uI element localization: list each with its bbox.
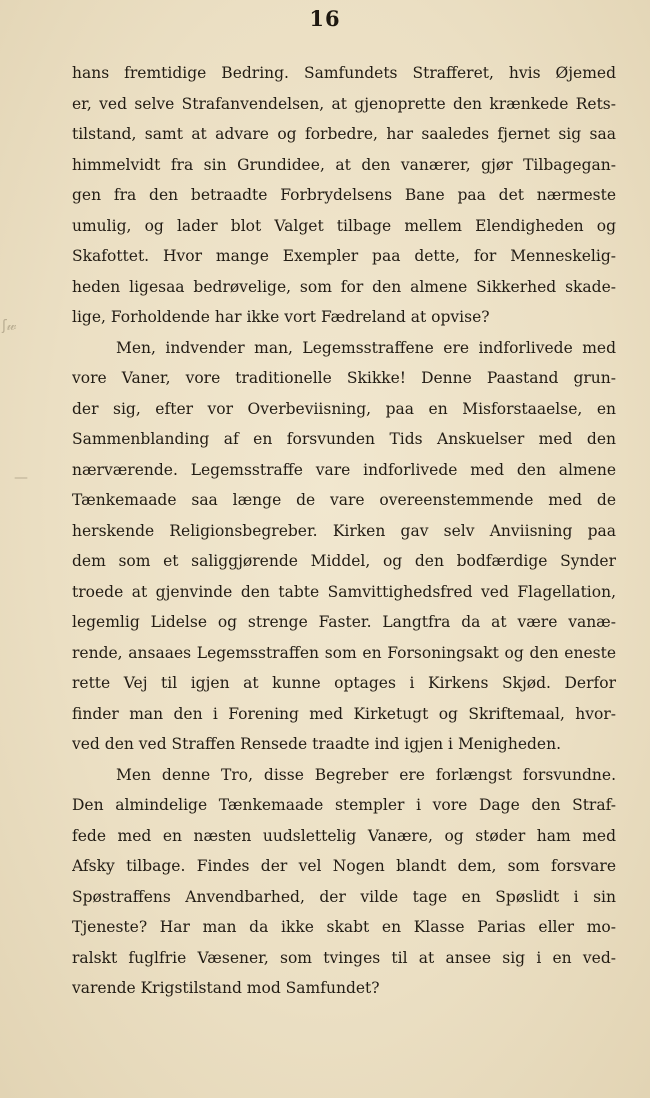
text-line: der sig, efter vor Overbeviisning, paa en Misforstaaelse, en	[72, 399, 616, 418]
text-line: ved den ved Straffen Rensede traadte ind igjen i Menigheden.	[72, 735, 562, 753]
text-line: legemlig Lidelse og strenge Faster. Langtfra da at være vanæ-	[72, 613, 616, 631]
text-line: dem som et saliggjørende Middel, og den bodfærdige Synder	[72, 552, 616, 570]
text-line: rette Vej til igjen at kunne optages i Kirkens Skjød. Derfor	[72, 674, 616, 692]
text-line: vore Vaner, vore traditionelle Skikke! Denne Paastand grun-	[72, 369, 616, 387]
text-line: lige, Forholdende har ikke vort Fædreland at opvise?	[72, 308, 490, 326]
text-line: varende Krigstilstand mod Samfundet?	[72, 979, 380, 997]
text-line: troede at gjenvinde den tabte Samvittighedsfred ved Flagellation,	[72, 582, 616, 601]
text-line: gen fra den betraadte Forbrydelsens Bane paa det nærmeste	[72, 186, 616, 204]
text-line: Afsky tilbage. Findes der vel Nogen blandt dem, som forsvare	[72, 857, 616, 875]
text-line: Skafottet. Hvor mange Exempler paa dette, for Menneskelig-	[72, 247, 616, 265]
paragraph	[72, 760, 616, 1004]
text-line: ralskt fuglfrie Væsener, som tvinges til at ansee sig i en ved-	[72, 948, 616, 967]
text-line: hans fremtidige Bedring. Samfundets Strafferet, hvis Øjemed	[72, 64, 616, 82]
text-line: er, ved selve Strafanvendelsen, at gjenoprette den krænkede Rets-	[72, 94, 616, 113]
text-line: Den almindelige Tænkemaade stempler i vore Dage den Straf-	[72, 796, 616, 814]
paragraph	[72, 333, 616, 760]
page-number: 16	[309, 6, 341, 31]
body-text	[72, 58, 616, 1004]
text-line: Sammenblanding af en forsvunden Tids Anskuelser med den	[72, 430, 616, 448]
text-line: nærværende. Legemsstraffe vare indforlivede med den almene	[72, 460, 616, 479]
text-line: rende, ansaaes Legemsstraffen som en Forsoningsakt og den eneste	[72, 643, 616, 662]
text-line: Tjeneste? Har man da ikke skabt en Klasse Parias eller mo-	[72, 918, 616, 936]
text-line: himmelvidt fra sin Grundidee, at den vanærer, gjør Tilbagegan-	[72, 155, 616, 174]
text-line: herskende Religionsbegreber. Kirken gav selv Anviisning paa	[72, 521, 616, 540]
text-line: heden ligesaa bedrøvelige, som for den almene Sikkerhed skade-	[72, 277, 616, 296]
margin-mark: ʃ𝓌	[2, 318, 17, 334]
text-line: Spøstraffens Anvendbarhed, der vilde tage en Spøslidt i sin	[72, 887, 616, 906]
text-line: Men, indvender man, Legemsstraffene ere indforlivede med	[116, 338, 616, 357]
text-line: tilstand, samt at advare og forbedre, har saaledes fjernet sig saa	[72, 125, 616, 143]
paragraph	[72, 58, 616, 333]
text-line: umulig, og lader blot Valget tilbage mellem Elendigheden og	[72, 216, 616, 235]
text-line: finder man den i Forening med Kirketugt og Skriftemaal, hvor-	[72, 704, 616, 723]
text-line: Tænkemaade saa længe de vare overeenstemmende med de	[72, 491, 616, 509]
margin-dash: —	[14, 470, 28, 486]
text-line: fede med en næsten uudslettelig Vanære, og støder ham med	[72, 826, 616, 845]
text-line: Men denne Tro, disse Begreber ere forlængst forsvundne.	[116, 765, 616, 784]
